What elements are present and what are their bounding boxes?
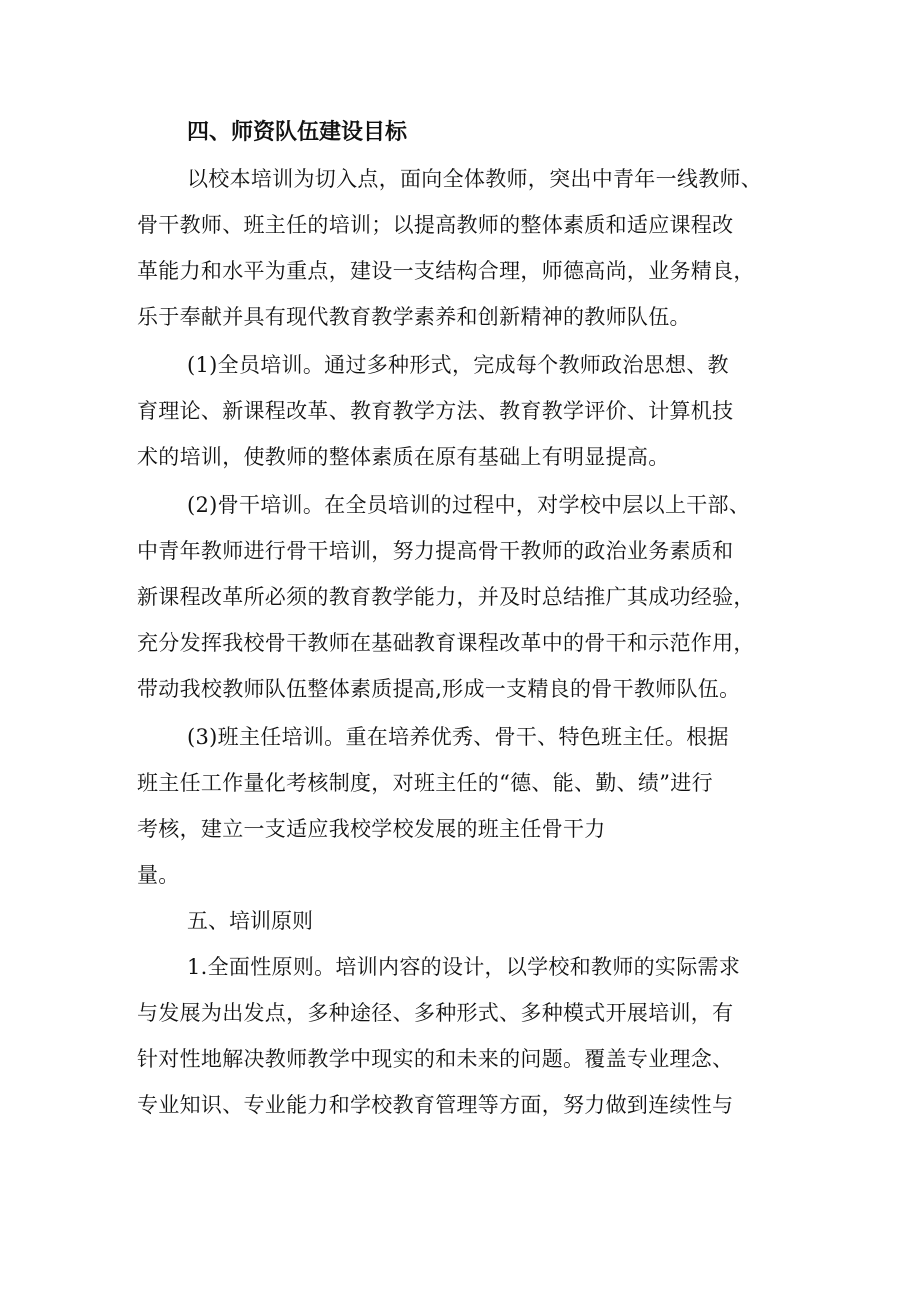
text-line: 与发展为出发点，多种途径、多种形式、多种模式开展培训，有 bbox=[137, 1001, 734, 1025]
item-paragraph-comprehensiveness-principle bbox=[137, 944, 790, 1128]
section-heading-training-principles: 五、培训原则 bbox=[187, 909, 313, 933]
item-paragraph-all-staff-training bbox=[137, 342, 790, 480]
text-line: 1.全面性原则。培训内容的设计，以学校和教师的实际需求 bbox=[187, 955, 741, 979]
text-line: (2)骨干培训。在全员培训的过程中，对学校中层以上干部、 bbox=[187, 493, 751, 517]
text-line: 以校本培训为切入点，面向全体教师，突出中青年一线教师、 bbox=[187, 167, 763, 191]
text-line: 新课程改革所必须的教育教学能力，并及时总结推广其成功经验， bbox=[137, 585, 755, 609]
text-line: 量。 bbox=[137, 863, 180, 887]
text-line: (1)全员培训。通过多种形式，完成每个教师政治思想、教 bbox=[187, 353, 729, 377]
text-line: 带动我校教师队伍整体素质提高,形成一支精良的骨干教师队伍。 bbox=[137, 677, 741, 701]
text-line: 充分发挥我校骨干教师在基础教育课程改革中的骨干和示范作用， bbox=[137, 631, 755, 655]
text-line: 中青年教师进行骨干培训，努力提高骨干教师的政治业务素质和 bbox=[137, 539, 734, 563]
text-line: 考核，建立一支适应我校学校发展的班主任骨干力 bbox=[137, 817, 606, 841]
text-line: 针对性地解决教师教学中现实的和未来的问题。覆盖专业理念、 bbox=[137, 1047, 734, 1071]
item-paragraph-head-teacher-training bbox=[137, 714, 790, 898]
text-line: 班主任工作量化考核制度，对班主任的“德、能、勤、绩”进行 bbox=[137, 771, 713, 795]
text-line: 乐于奉献并具有现代教育教学素养和创新精神的教师队伍。 bbox=[137, 305, 691, 329]
section-heading-teacher-team-goals: 四、师资队伍建设目标 bbox=[187, 120, 408, 145]
text-line: (3)班主任培训。重在培养优秀、骨干、特色班主任。根据 bbox=[187, 725, 729, 749]
text-line: 术的培训，使教师的整体素质在原有基础上有明显提高。 bbox=[137, 445, 670, 469]
text-line: 革能力和水平为重点，建设一支结构合理，师德高尚，业务精良， bbox=[137, 259, 755, 283]
text-line: 骨干教师、班主任的培训；以提高教师的整体素质和适应课程改 bbox=[137, 213, 734, 237]
intro-paragraph bbox=[137, 156, 790, 340]
text-line: 育理论、新课程改革、教育教学方法、教育教学评价、计算机技 bbox=[137, 399, 734, 423]
text-line: 专业知识、专业能力和学校教育管理等方面，努力做到连续性与 bbox=[137, 1093, 734, 1117]
document-body bbox=[137, 110, 790, 1128]
item-paragraph-backbone-training bbox=[137, 482, 790, 712]
